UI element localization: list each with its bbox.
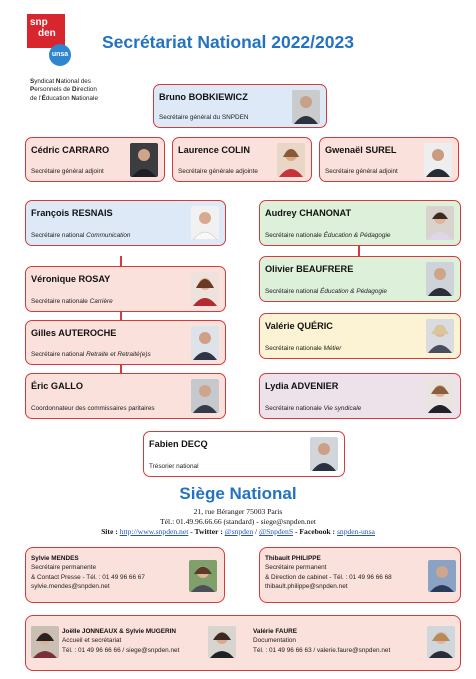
member-photo	[426, 379, 454, 413]
member-photo	[277, 143, 305, 177]
member-card	[143, 431, 345, 477]
member-photo	[191, 272, 219, 306]
member-photo	[424, 143, 452, 177]
page-title: Secrétariat National 2022/2023	[102, 32, 354, 52]
member-name: Lydia ADVENIER	[265, 381, 339, 391]
member-name: Audrey CHANONAT	[265, 208, 352, 218]
org-line-2: Personnels de Direction	[30, 86, 97, 94]
member-card	[25, 200, 226, 246]
member-role: Trésorier national	[149, 463, 199, 470]
member-photo	[426, 206, 454, 240]
staff-contact: & Contact Presse - Tél. : 01 49 96 66 67	[31, 573, 145, 581]
member-card	[259, 313, 461, 359]
member-photo	[191, 206, 219, 240]
member-name: Laurence COLIN	[178, 145, 250, 155]
staff-email[interactable]: thibault.philippe@snpden.net	[265, 582, 348, 590]
member-name: Cédric CARRARO	[31, 145, 110, 155]
member-name: Fabien DECQ	[149, 439, 208, 449]
member-photo	[191, 379, 219, 413]
site-link[interactable]: http://www.snpden.net	[119, 527, 189, 536]
staff-name: Valérie FAURE	[253, 628, 298, 635]
staff-email[interactable]: sylvie.mendes@snpden.net	[31, 582, 110, 590]
member-role: Coordonnateur des commissaires paritaires	[31, 405, 155, 412]
siege-links: Site : http://www.snpden.net - Twitter : @snpden / @SnpdenS - Facebook : snpden-unsa	[101, 527, 375, 536]
siege-phone: Tél.: 01.49.96.66.66 (standard) - siege@snpden.net	[160, 517, 316, 526]
member-role: Secrétaire général adjoint	[31, 168, 104, 175]
staff-contact: Tél. : 01 49 96 66 66 / siege@snpden.net	[62, 646, 180, 654]
staff-photo	[427, 626, 455, 658]
logo-red-block	[27, 14, 65, 48]
member-card	[25, 266, 226, 312]
staff-card	[25, 615, 461, 671]
member-name: Gwenaël SUREL	[325, 145, 397, 155]
member-role: Secrétaire national Communication	[31, 232, 131, 239]
member-card	[153, 84, 327, 128]
staff-photo	[428, 560, 456, 592]
organisation-name	[30, 78, 140, 103]
org-line-1: Syndicat National des	[30, 78, 91, 85]
staff-name: Thibault PHILIPPE	[265, 555, 321, 562]
member-card	[25, 373, 226, 419]
connector-line	[120, 365, 122, 373]
connector-line	[120, 312, 122, 320]
member-role: Secrétaire générale adjointe	[178, 168, 258, 175]
member-photo	[191, 326, 219, 360]
staff-info	[31, 554, 145, 591]
staff-role: Secrétaire permanente	[31, 564, 97, 572]
staff-photo	[31, 626, 59, 658]
member-role: Secrétaire général du SNPDEN	[159, 114, 249, 121]
connector-line	[358, 246, 360, 256]
siege-title: Siège National	[179, 484, 297, 503]
staff-name: Sylvie MENDES	[31, 555, 79, 562]
member-role: Secrétaire national Retraite et Retraité(e)s	[31, 351, 151, 358]
facebook-link[interactable]: snpden-unsa	[336, 527, 375, 536]
member-role: Secrétaire national Éducation & Pédagogie	[265, 288, 387, 295]
member-name: Valérie QUÉRIC	[265, 321, 333, 331]
member-role: Secrétaire nationale Métier	[265, 345, 342, 352]
member-card	[259, 256, 461, 302]
staff-card	[259, 547, 461, 603]
member-photo	[310, 437, 338, 471]
staff-name: Joëlle JONNEAUX & Sylvie MUGERIN	[62, 628, 176, 635]
staff-info	[265, 554, 392, 591]
staff-role: Accueil et secrétariat	[62, 637, 122, 645]
snpden-logo	[27, 14, 69, 66]
member-card	[319, 137, 459, 182]
member-role: Secrétaire nationale Carrière	[31, 298, 113, 305]
twitter-link-snpdens[interactable]: @SnpdenS	[259, 527, 294, 536]
staff-card	[25, 547, 225, 603]
member-role: Secrétaire général adjoint	[325, 168, 398, 175]
org-line-3: de l’Éducation Nationale	[30, 94, 98, 102]
member-card	[259, 373, 461, 419]
member-name: Olivier BEAUFRERE	[265, 264, 354, 274]
staff-role: Documentation	[253, 637, 296, 645]
member-photo	[426, 319, 454, 353]
staff-photo	[208, 626, 236, 658]
member-card	[259, 200, 461, 246]
logo-badge: unsa	[49, 44, 71, 66]
staff-info	[253, 627, 390, 655]
member-card	[172, 137, 312, 182]
staff-contact: & Direction de cabinet - Tél. : 01 49 96 66 68	[265, 573, 392, 581]
staff-info	[62, 627, 179, 655]
member-photo	[426, 262, 454, 296]
twitter-link-snpden[interactable]: @snpden	[224, 527, 254, 536]
member-card	[25, 137, 165, 182]
staff-role: Secrétaire permanent	[265, 564, 327, 572]
member-name: Éric GALLO	[31, 381, 84, 391]
member-role: Secrétaire nationale Éducation & Pédagogie	[265, 232, 391, 239]
member-name: Gilles AUTEROCHE	[31, 328, 117, 338]
member-photo	[130, 143, 158, 177]
staff-photo	[189, 560, 217, 592]
member-role: Secrétaire nationale Vie syndicale	[265, 405, 362, 412]
logo-text-middle: den	[38, 28, 56, 39]
member-name: Bruno BOBKIEWICZ	[159, 92, 248, 102]
member-card	[25, 320, 226, 365]
member-name: François RESNAIS	[31, 208, 113, 218]
siege-address: 21, rue Béranger 75003 Paris	[193, 507, 283, 516]
logo-text-top: snp	[30, 17, 48, 28]
staff-contact: Tél. : 01 49 96 66 63 / valerie.faure@snpden.net	[253, 646, 391, 654]
member-photo	[292, 90, 320, 124]
member-name: Véronique ROSAY	[31, 274, 111, 284]
